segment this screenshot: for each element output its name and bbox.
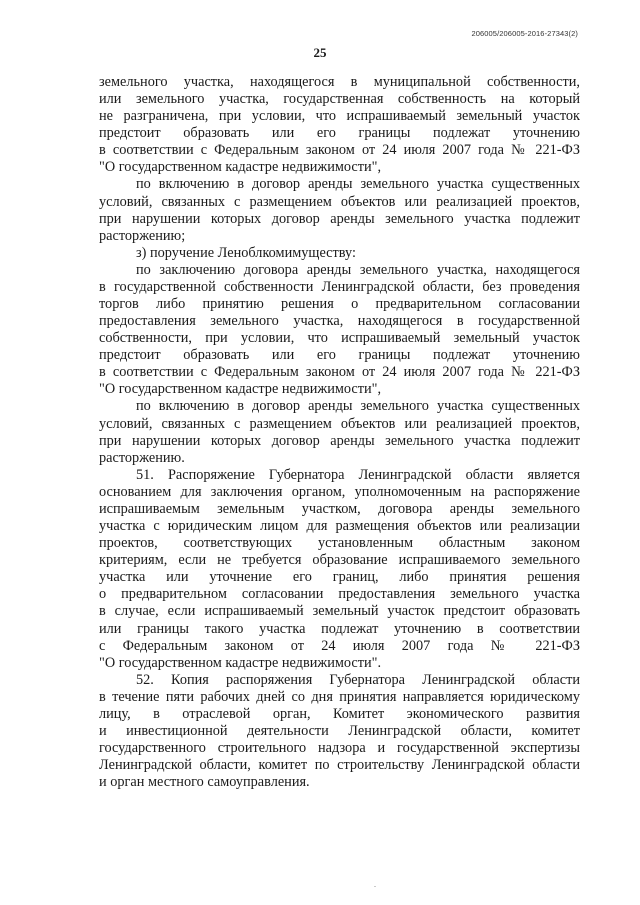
text-line: Ленинградской области, комитет по строительству Ленинградской области — [99, 757, 580, 774]
text-line: по заключению договора аренды земельного участка, находящегося — [136, 261, 580, 278]
text-line: "О государственном кадастре недвижимости", — [99, 159, 382, 176]
text-line: предстоит образовать или его границы подлежат уточнению — [99, 125, 580, 142]
text-line: основанием для заключения органом, уполномоченным на распоряжение — [99, 483, 580, 500]
text-line: и орган местного самоуправления. — [99, 774, 310, 791]
text-line: предстоит образовать или его границы подлежат уточнению — [99, 347, 580, 364]
text-line: или земельного участка, государственная собственность на который — [99, 91, 580, 108]
text-line: з) поручение Леноблкомимуществу: — [136, 244, 356, 261]
text-line: расторжению; — [99, 227, 186, 244]
text-line: лицу, в отраслевой орган, Комитет экономического развития — [99, 705, 580, 722]
text-line: условий, связанных с размещением объектов или реализацией проектов, — [99, 193, 580, 210]
text-line: по включению в договор аренды земельного участка существенных — [136, 398, 580, 415]
text-line: предоставления земельного участка, находящегося в государственной — [99, 313, 580, 330]
text-line: торгов либо принятию решения о предварительном согласовании — [99, 296, 580, 313]
text-line: проектов, соответствующих установленным областным законом — [99, 535, 580, 552]
text-line: о предварительном согласовании предоставления земельного участка — [99, 586, 580, 603]
document-id: 206005/206005-2016-27343(2) — [471, 29, 578, 38]
text-line: испрашиваемым земельным участком, договора аренды земельного — [99, 500, 580, 517]
text-line: не разграничена, при условии, что испрашиваемый земельный участок — [99, 108, 580, 125]
text-line: "О государственном кадастре недвижимости". — [99, 654, 382, 671]
text-line: условий, связанных с размещением объектов или реализацией проектов, — [99, 415, 580, 432]
text-line: при нарушении которых договор аренды земельного участка подлежит — [99, 432, 580, 449]
text-line: 51. Распоряжение Губернатора Ленинградской области является — [136, 466, 580, 483]
text-line: 52. Копия распоряжения Губернатора Ленинградской области — [136, 671, 580, 688]
text-line: критериям, если не требуется образование испрашиваемого земельного — [99, 552, 580, 569]
text-line: в государственной собственности Ленинградской области, без проведения — [99, 278, 580, 295]
footer-mark: . — [374, 880, 376, 889]
text-line: при нарушении которых договор аренды земельного участка подлежит — [99, 210, 580, 227]
document-body — [99, 74, 580, 791]
text-line: в соответствии с Федеральным законом от 24 июля 2007 года № 221-ФЗ — [99, 364, 580, 381]
text-line: собственности, при условии, что испрашиваемый земельный участок — [99, 330, 580, 347]
text-line: государственного строительного надзора и государственной экспертизы — [99, 740, 580, 757]
text-line: земельного участка, находящегося в муниципальной собственности, — [99, 74, 580, 90]
text-line: в течение пяти рабочих дней со дня принятия направляется юридическому — [99, 688, 580, 705]
text-line: участка или уточнение его границ, либо принятия решения — [99, 569, 580, 586]
text-line: с Федеральным законом от 24 июля 2007 года № 221-ФЗ — [99, 637, 580, 654]
text-line: в случае, если испрашиваемый земельный участок предстоит образовать — [99, 603, 580, 620]
text-line: участка с юридическим лицом для размещения объектов или реализации — [99, 518, 580, 535]
text-line: или границы такого участка подлежат уточнению в соответствии — [99, 620, 580, 637]
text-line: и инвестиционной деятельности Ленинградской области, комитет — [99, 722, 580, 739]
text-line: в соответствии с Федеральным законом от 24 июля 2007 года № 221-ФЗ — [99, 142, 580, 159]
text-line: "О государственном кадастре недвижимости", — [99, 381, 382, 398]
text-line: расторжению. — [99, 449, 185, 466]
page-number: 25 — [313, 45, 327, 60]
text-line: по включению в договор аренды земельного участка существенных — [136, 176, 580, 193]
